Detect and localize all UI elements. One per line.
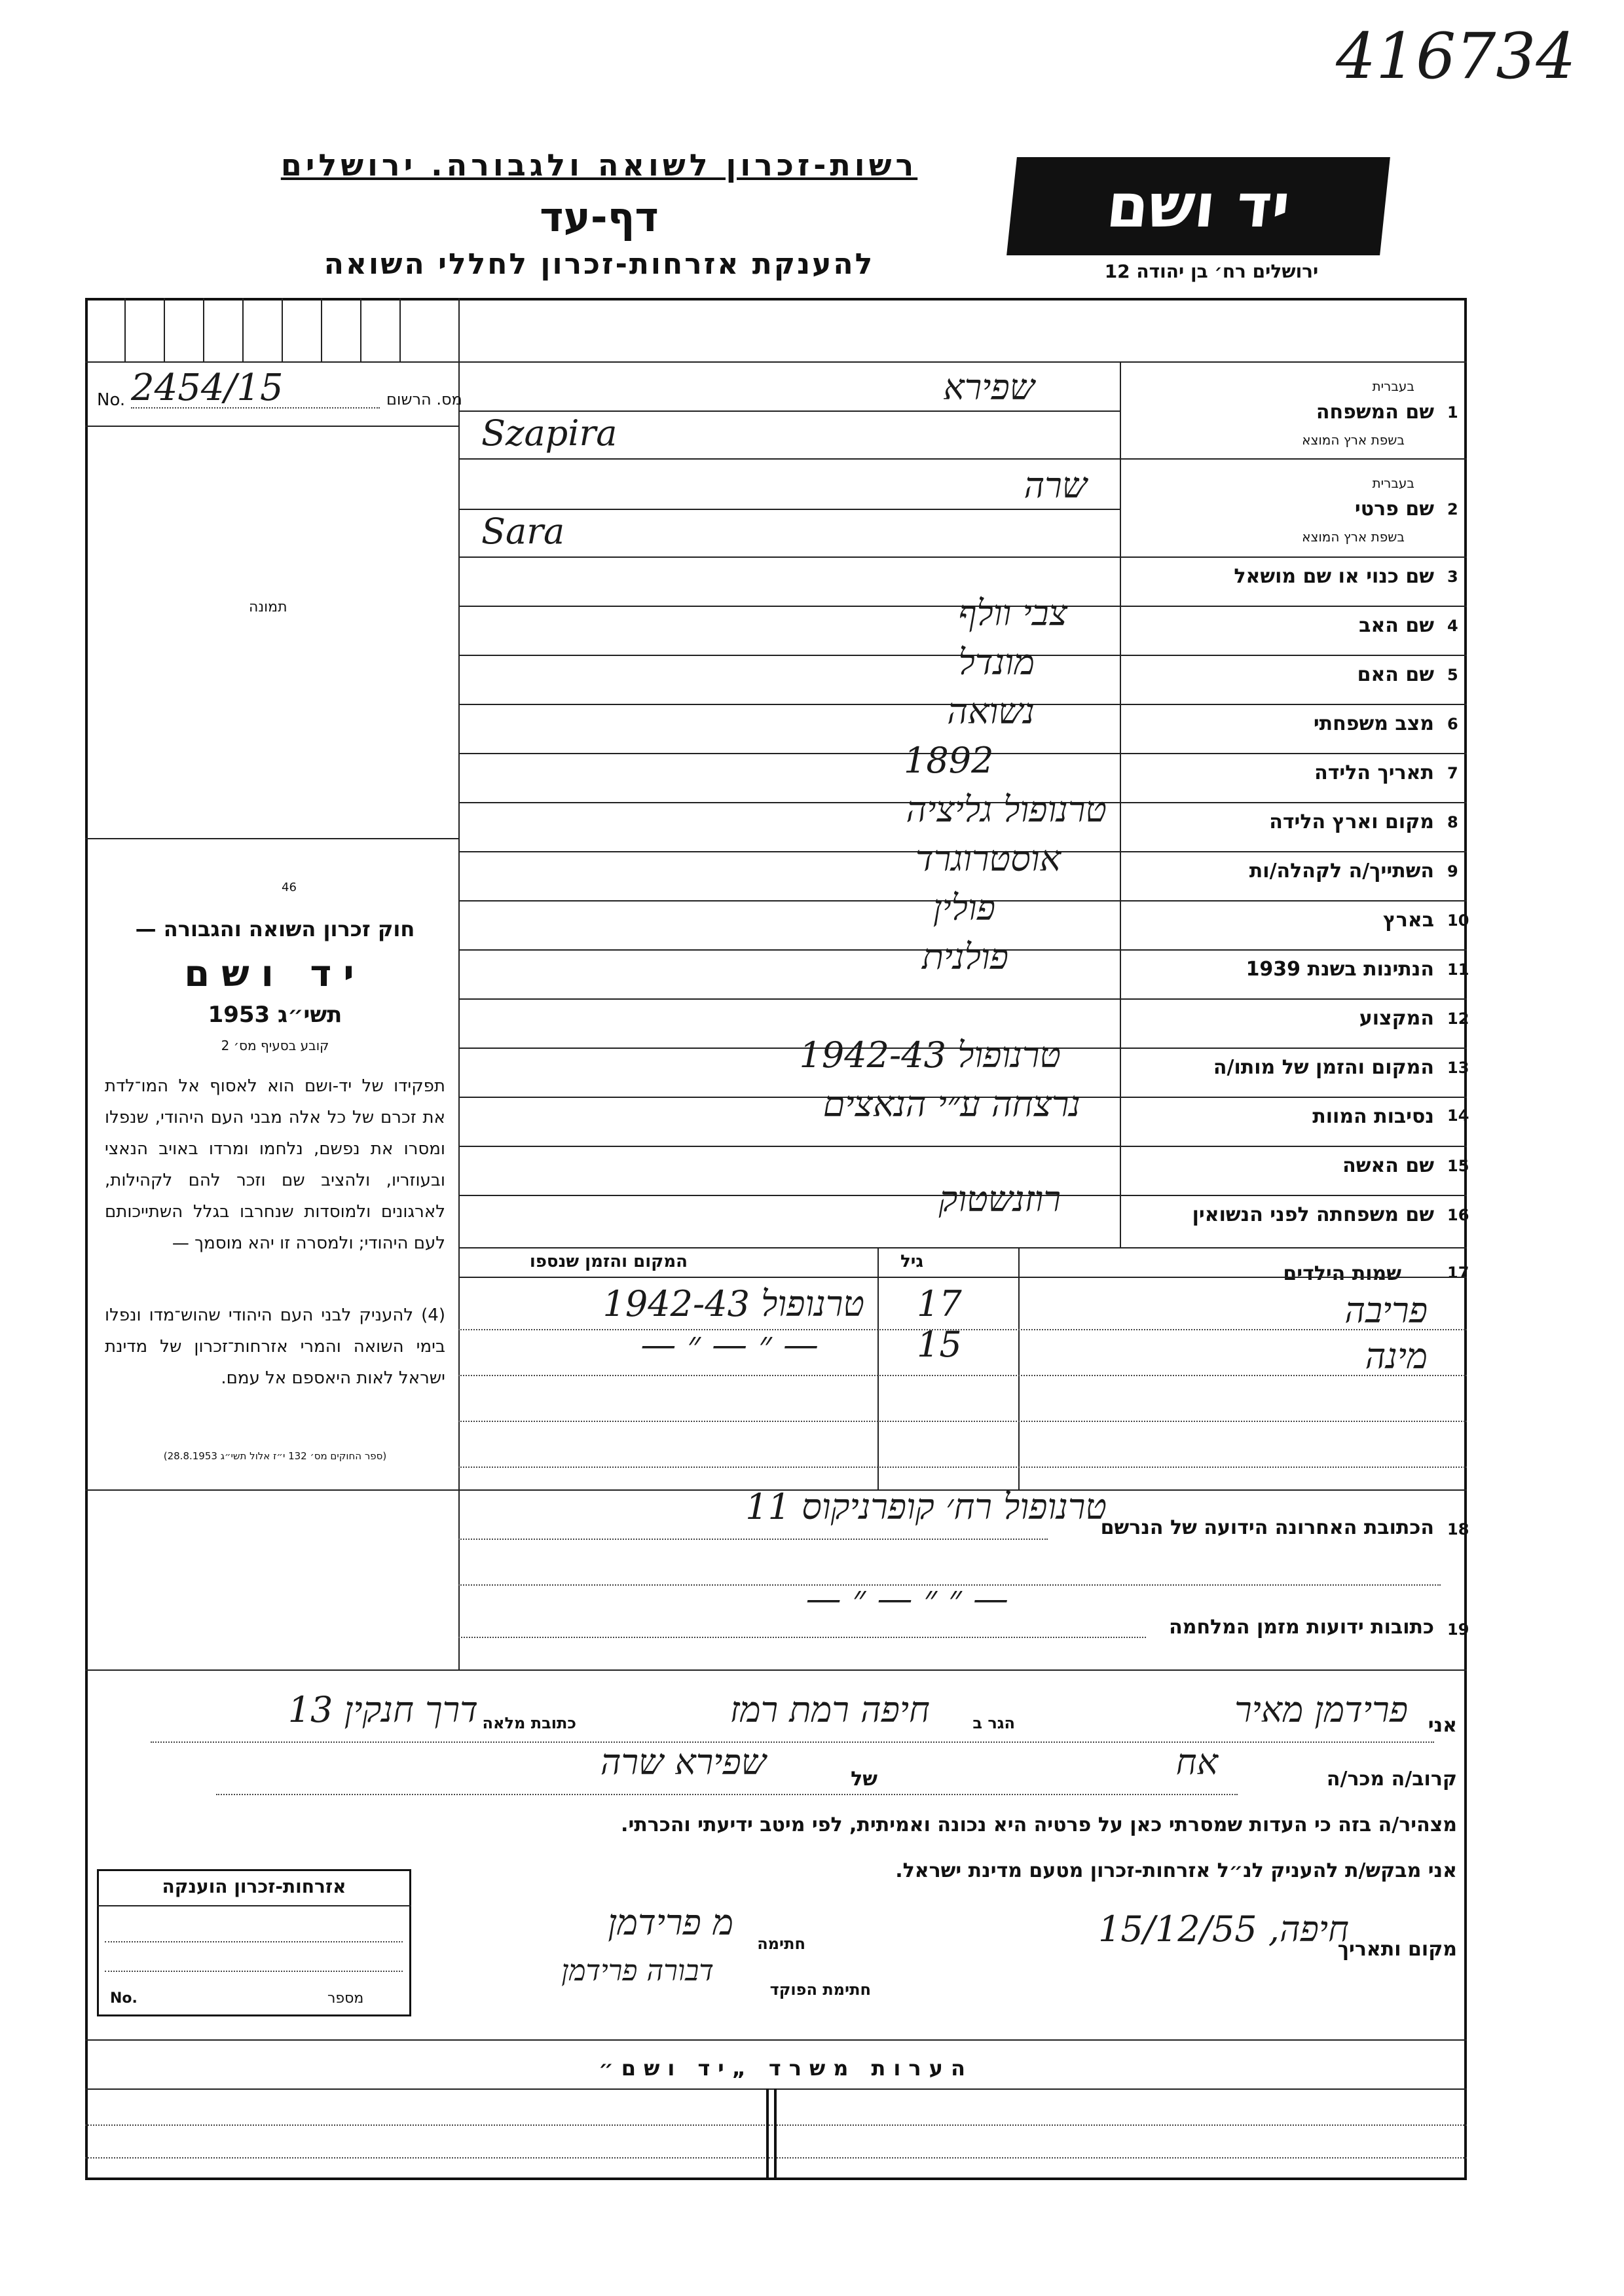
field-value-first-name-hebrew: שרה [1024, 465, 1087, 506]
strip-divider [360, 298, 361, 361]
address-line [458, 1637, 1146, 1638]
stamp-divider [97, 1905, 411, 1906]
label-column-divider [1120, 361, 1121, 1247]
field-label-first-name: שם פרטי [1354, 498, 1434, 520]
field-number: 19 [1447, 1620, 1469, 1639]
field-value-mother-name: מונדל [958, 642, 1035, 683]
children-place-header: המקום והזמן שנספו [529, 1252, 688, 1271]
left-column-divider [458, 298, 460, 1489]
field-label-wife-name: שם האשה [1342, 1154, 1434, 1177]
field-number: 17 [1447, 1264, 1469, 1282]
field-label-birth-date: תאריך הלידה [1314, 761, 1434, 784]
field-line [458, 410, 1120, 412]
field-label-profession: המקצוע [1359, 1007, 1434, 1030]
field-label-last-address: הכתובת האחרונה הידועה של הנרשם [1100, 1516, 1434, 1539]
field-label-nickname: שם כנוי או שם מושאל [1234, 565, 1434, 588]
field-number: 15 [1447, 1157, 1469, 1175]
law-name: יד ושם [184, 953, 366, 995]
children-age-header: גיל [900, 1252, 923, 1271]
child-age: 15 [917, 1324, 962, 1365]
stamp-number-label: מספר [327, 1990, 364, 2007]
place-date-value: חיפה, 15/12/55 [1098, 1908, 1349, 1950]
field-value-father-name: צבי וולף [958, 592, 1067, 634]
declarant-signature: מ פרידמן [608, 1902, 733, 1943]
strip-divider [282, 298, 283, 361]
address-left-divider [458, 1489, 460, 1669]
field-line [458, 998, 1467, 1000]
registration-number: 2454/15 [131, 367, 284, 409]
field-value-country: פולין [932, 887, 995, 928]
field-value-nationality-1939: פולנית [921, 936, 1008, 977]
field-line [458, 458, 1467, 460]
address-line [458, 1539, 1048, 1540]
registration-dotted-line [131, 407, 380, 409]
strip-divider [399, 298, 401, 361]
field-value-death-place-time: טרנופול 1942-43 [799, 1034, 1061, 1076]
remarks-divider [774, 2088, 777, 2180]
field-number: 13 [1447, 1059, 1469, 1077]
field-value-last-address: טרנופול רח׳ קופרניקוס 11 [745, 1486, 1107, 1527]
declaration-request: אני מבקש/ת להעניק לנ״ל אזרחות-זכרון מטעם מדינת ישראל. [895, 1859, 1457, 1882]
children-column-divider [1018, 1247, 1020, 1489]
field-sub-label: בעברית [1372, 475, 1414, 491]
registration-prefix: No. [97, 390, 126, 410]
field-number: 10 [1447, 911, 1469, 930]
children-row-line [458, 1467, 1467, 1468]
child-age: 17 [917, 1283, 962, 1324]
declarant-lives-label: הגר ב [972, 1714, 1015, 1732]
field-value-family-name-hebrew: שפירא [943, 367, 1035, 408]
child-name: מינה [1365, 1336, 1428, 1377]
field-value-birth-place: טרנופול גליציה [906, 789, 1107, 830]
field-label-marital-status: מצב משפחתי [1313, 712, 1434, 735]
field-label-wartime-addresses: כתובות ידועות מזמן המלחמה [1169, 1616, 1434, 1639]
field-value-death-circumstances: נרצחה ע״י הנאצים [822, 1084, 1080, 1125]
remarks-top-line [85, 2039, 1467, 2041]
children-header-line [458, 1277, 1467, 1278]
photo-label: תמונה [249, 599, 287, 615]
declaration-line [151, 1741, 1434, 1743]
field-value-family-name-latin: Szapira [481, 412, 618, 454]
field-number: 2 [1447, 500, 1458, 519]
field-label-birth-place: מקום וארץ הלידה [1269, 811, 1434, 833]
field-value-community: אוסטרוגרד [915, 838, 1061, 879]
law-text-paragraph: (4) להעניק לבני העם היהודי שהוש־מדו ונפלו בימי השואה והמרי אזרחות־זכרון של מדינת ישראל לאות היאספם אל עמם. [105, 1305, 445, 1388]
field-number: 16 [1447, 1206, 1469, 1224]
field-number: 1 [1447, 403, 1458, 422]
field-number: 4 [1447, 617, 1458, 635]
field-label-death-place-time: המקום והזמן של מותו/ה [1213, 1056, 1434, 1079]
field-line [458, 361, 1467, 363]
field-value-first-name-latin: Sara [481, 511, 565, 552]
declarant-address: דרך חנקין 13 [287, 1689, 478, 1730]
law-clause: קובע בסעיף מס׳ 2 [221, 1038, 329, 1053]
field-value-birth-date: 1892 [904, 740, 994, 781]
of-label: של [851, 1768, 877, 1791]
field-sub-label: בשפת ארץ המוצא [1302, 529, 1405, 545]
field-label-death-circumstances: נסיבות המוות [1312, 1105, 1434, 1128]
field-number: 18 [1447, 1520, 1469, 1539]
field-line [458, 1146, 1467, 1147]
stamp-dotted-line [105, 1971, 403, 1972]
officer-signature-label: חתימת הפוקד [769, 1980, 871, 1999]
remarks-divider [766, 2088, 769, 2180]
field-label-mother-name: שם האם [1357, 663, 1434, 686]
field-number: 3 [1447, 568, 1458, 586]
officer-signature: דבורה פרידמן [561, 1954, 714, 1988]
field-number: 6 [1447, 715, 1458, 733]
strip-divider [242, 298, 244, 361]
stamp-dotted-line [105, 1941, 403, 1942]
authority-line: רשות-זכרון לשואה ולגבורה. ירושלים [280, 147, 918, 183]
field-number: 9 [1447, 862, 1458, 881]
field-label-father-name: שם האב [1359, 614, 1434, 637]
field-label-country: בארץ [1382, 909, 1434, 932]
field-label-maiden-name: שם משפחתה לפני הנשואין [1192, 1203, 1434, 1226]
yad-vashem-logo: יד ושם [1006, 157, 1390, 255]
registration-label: מס. הרשום [386, 390, 462, 409]
remarks-title: הערות משרד „יד ושם״ [599, 2056, 973, 2081]
law-text-paragraph: תפקידו של יד-ושם הוא לאסוף אל המו־לדת את זכרם של כל אלה מבני העם היהודי, שנפלו ומסרו את נפשם, נלחמו ומרדו באויב הנאצי ובעוזריו, ולהציב שם וזכר להם לקהילות, לארגונים ולמוסדות שנחרבו בגלל השתייכותם לעם היהודי; ולמסרה זו יהא מוסמך — [105, 1076, 445, 1253]
relative-label: קרוב/ה מכר/ה [1326, 1768, 1457, 1791]
field-sub-label: בעברית [1372, 378, 1414, 394]
field-line [458, 1247, 1467, 1248]
children-row-line [458, 1329, 1467, 1330]
field-value-wartime-addresses: — ״ ״ — ״ — [805, 1578, 1008, 1619]
field-number: 5 [1447, 666, 1458, 684]
child-death-place: טרנופול 1942-43 [602, 1283, 864, 1324]
deceased-name: שפירא שרה [600, 1741, 766, 1783]
field-number: 12 [1447, 1010, 1469, 1028]
strip-divider [124, 298, 126, 361]
children-row-line [458, 1375, 1467, 1376]
field-label-nationality-1939: הנתינות בשנת 1939 [1246, 958, 1434, 981]
children-column-divider [877, 1247, 879, 1489]
child-name: פריבה [1344, 1290, 1428, 1331]
law-source: (ספר החוקים מס׳ 132 י״ז אלול תשי״ג 28.8.1953) [163, 1450, 387, 1462]
archive-number: 416734 [1336, 20, 1576, 93]
photo-box-bottom [85, 838, 458, 839]
field-number: 11 [1447, 960, 1469, 979]
declarant-ani-label: אני [1428, 1714, 1457, 1737]
field-sub-label: בשפת ארץ המוצא [1302, 432, 1405, 448]
document-subtitle: להענקת אזרחות-זכרון לחללי השואה [323, 247, 875, 281]
logo-address: ירושלים רח׳ בן יהודה 12 [1104, 261, 1319, 282]
declaration-line [216, 1794, 1238, 1795]
document-title: דף-עד [540, 193, 659, 241]
signature-label: חתימה [757, 1935, 805, 1953]
field-line [458, 509, 1120, 510]
field-value-maiden-name: רוזנשטוק [938, 1178, 1061, 1220]
declarant-address-label: כתובת מלאה [482, 1714, 576, 1732]
declaration-statement: מצהיר/ה בזה כי העדות שמסרתי כאן על פרטיה היא נכונה ואמיתית, לפי מיטב ידיעתי והכרתי. [621, 1813, 1457, 1836]
strip-divider [321, 298, 322, 361]
field-line [458, 556, 1467, 558]
field-number: 14 [1447, 1106, 1469, 1125]
registration-underline [85, 426, 458, 427]
stamp-title: אזרחות-זכרון הוענקה [162, 1876, 346, 1897]
declarant-city: חיפה רמת רמז [729, 1689, 930, 1730]
relation-value: אח [1175, 1741, 1218, 1783]
strip-divider [203, 298, 204, 361]
stamp-number-prefix: No. [110, 1990, 138, 2007]
child-death-place: — ״ — ״ — [640, 1324, 819, 1365]
place-date-label: מקום ותאריך [1337, 1938, 1457, 1961]
law-title: חוק זכרון השואה והגבורה — [135, 917, 415, 941]
field-label-community: השתייך/ה לקהלה/ות [1249, 860, 1434, 883]
field-label-family-name: שם המשפחה [1316, 401, 1434, 424]
address-bottom-line [85, 1669, 1467, 1671]
declarant-name: פרידמן מאיר [1234, 1689, 1408, 1730]
law-number: 46 [282, 881, 297, 894]
law-year: תשי״ג 1953 [208, 1002, 342, 1028]
children-names-header: שמות הילדים [1283, 1262, 1401, 1285]
field-value-marital-status: נשואה [947, 691, 1035, 732]
field-number: 7 [1447, 764, 1458, 782]
field-number: 8 [1447, 813, 1458, 831]
children-row-line [458, 1421, 1467, 1422]
strip-divider [164, 298, 165, 361]
